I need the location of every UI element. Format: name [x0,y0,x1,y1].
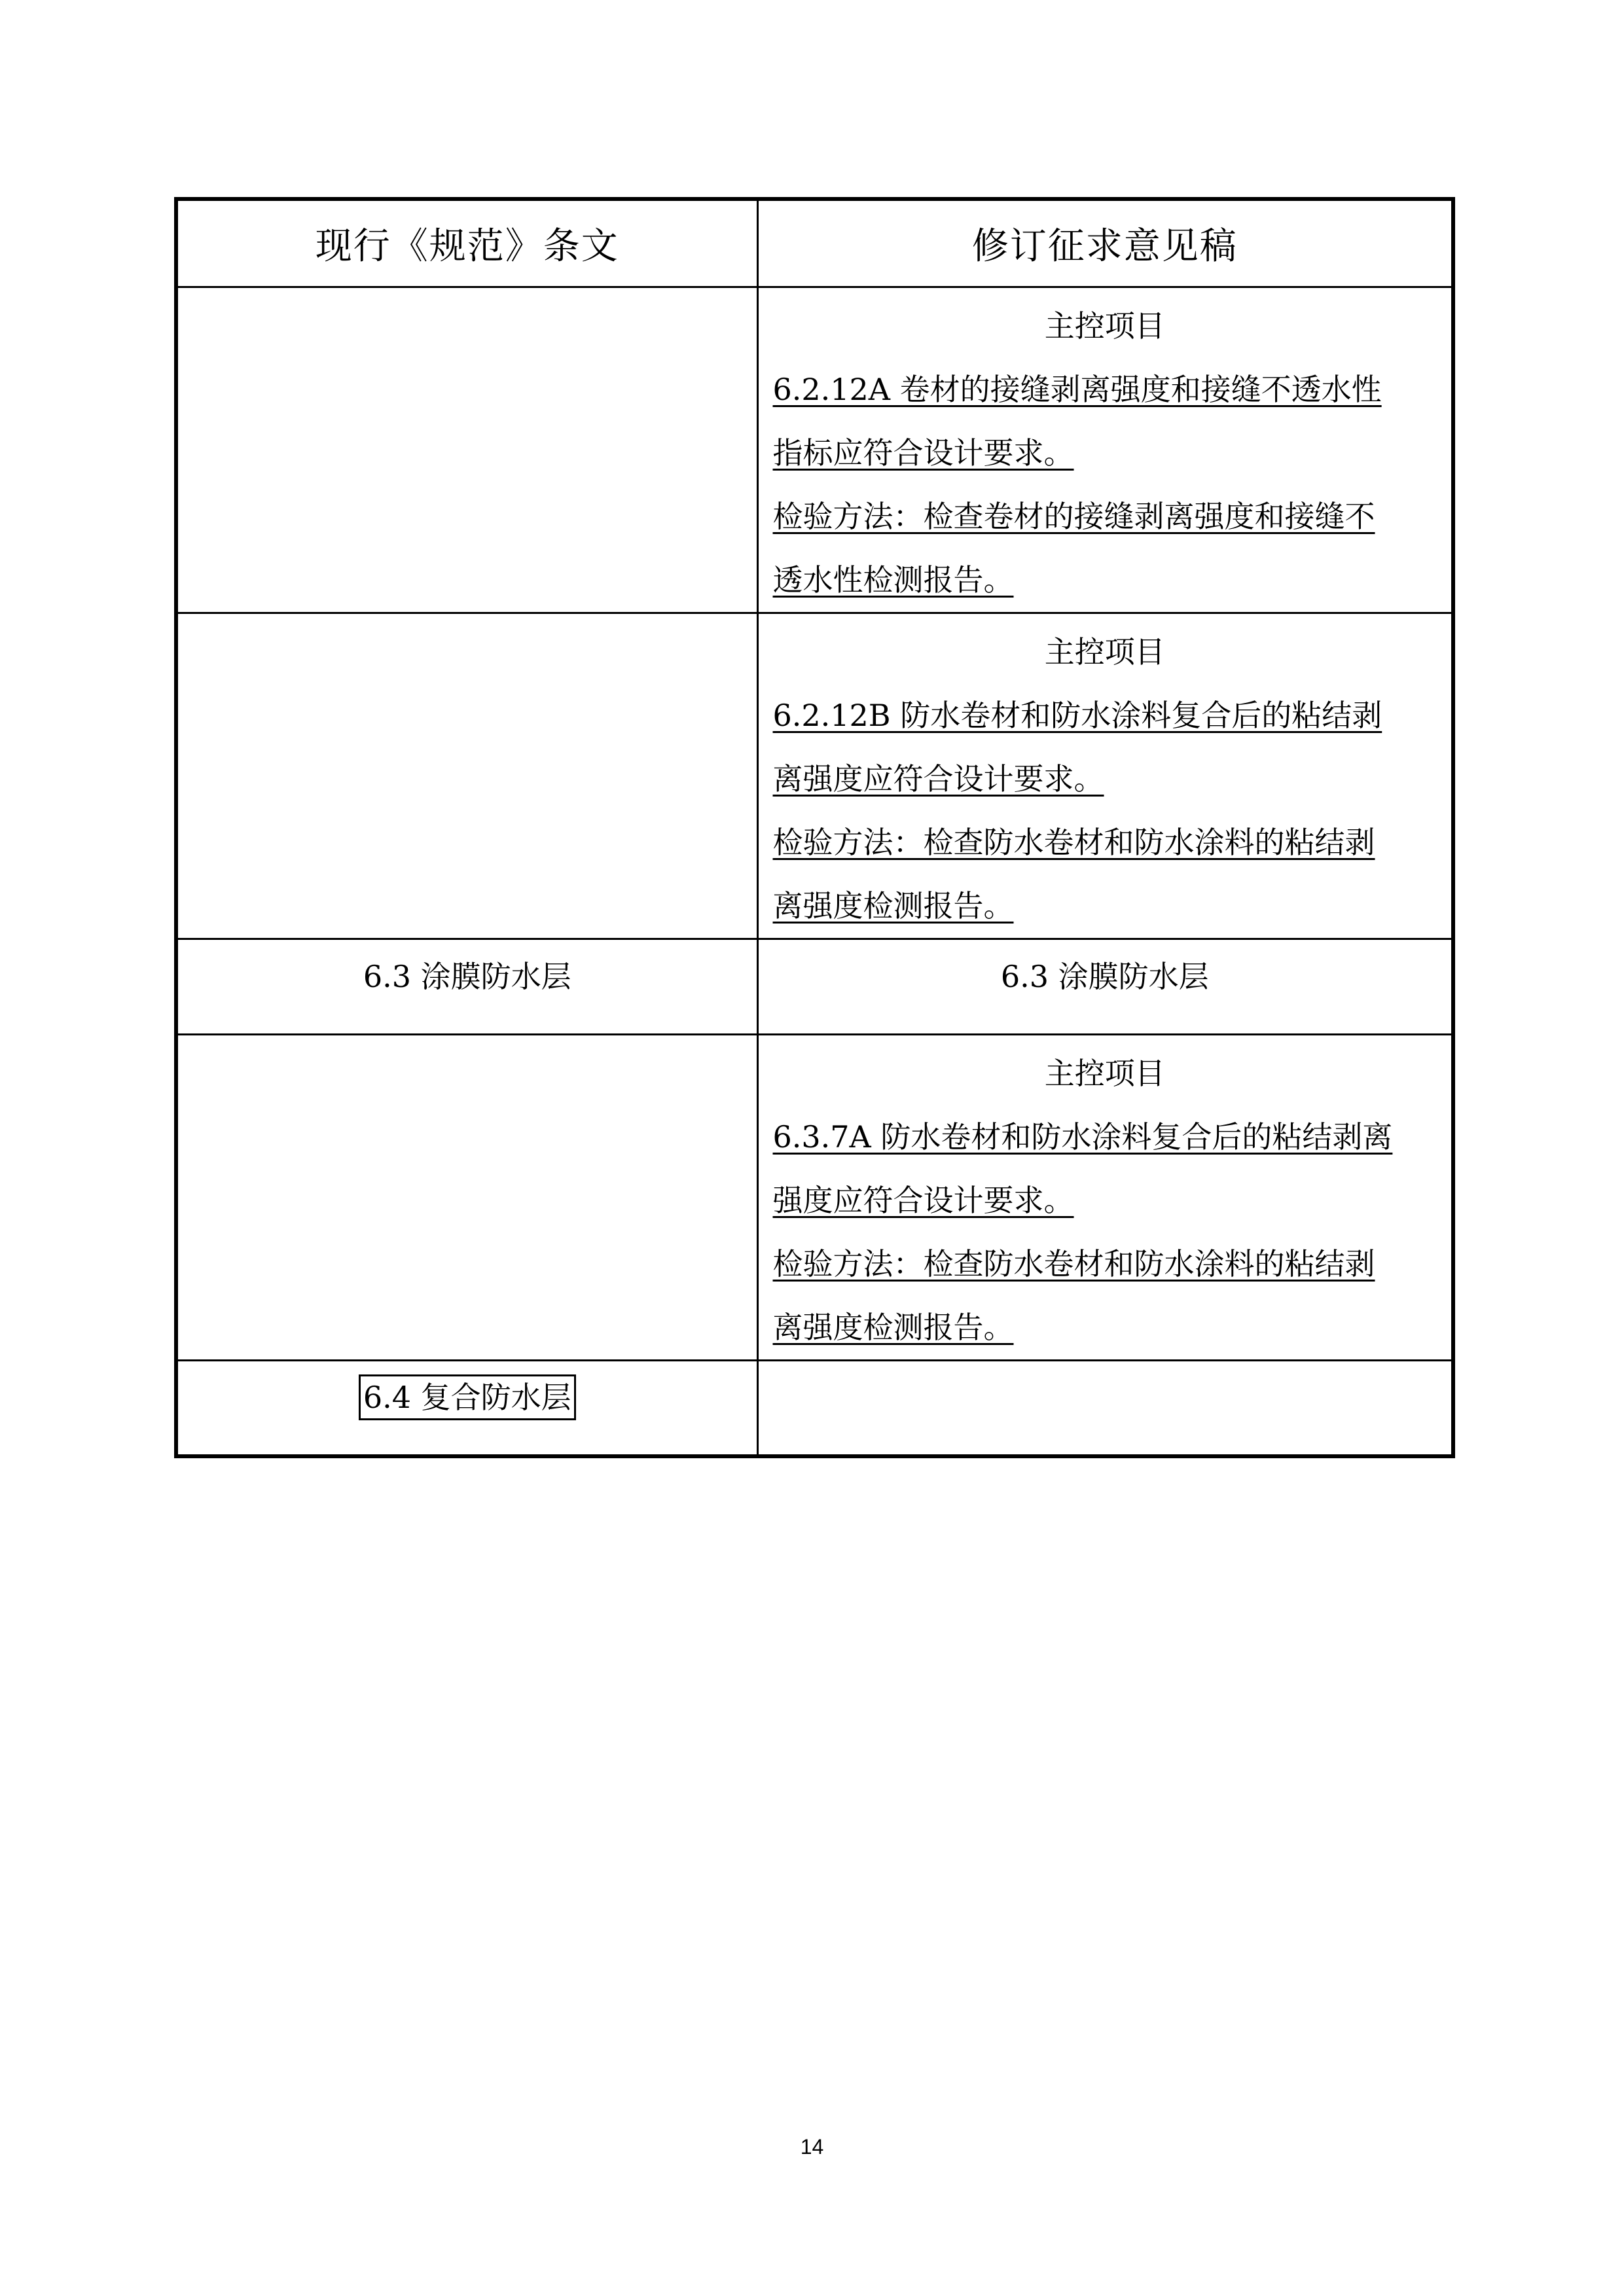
revision-line: 6.3.7A 防水卷材和防水涂料复合后的粘结剥离 [772,1119,1393,1155]
table-header-row [176,199,1453,287]
section-heading: 主控项目 [1044,1056,1165,1091]
revision-line: 离强度检测报告。 [772,888,1014,924]
table-row [176,1361,1453,1456]
revision-line: 检验方法：检查防水卷材和防水涂料的粘结剥 [772,1246,1375,1282]
table-row [176,939,1453,1035]
revision-line: 6.2.12A 卷材的接缝剥离强度和接缝不透水性 [772,372,1382,407]
section-title: 6.3 涂膜防水层 [1000,959,1209,994]
revision-line: 离强度应符合设计要求。 [772,761,1104,797]
revision-line: 强度应符合设计要求。 [772,1183,1074,1218]
revision-line: 透水性检测报告。 [772,562,1014,598]
header-revision-draft: 修订征求意见稿 [757,199,1453,287]
boxed-section-title: 6.4 复合防水层 [359,1374,576,1420]
revision-line: 6.2.12B 防水卷材和防水涂料复合后的粘结剥 [772,698,1382,733]
current-clause-cell [176,1361,757,1456]
current-clause-cell [176,939,757,1035]
section-heading: 主控项目 [1044,634,1165,670]
page-number: 14 [800,2135,824,2159]
revision-line: 检验方法：检查防水卷材和防水涂料的粘结剥 [772,825,1375,860]
table-row [176,287,1453,613]
revision-cell [757,1035,1453,1361]
header-current-clause: 现行《规范》条文 [176,199,757,287]
revision-cell [757,1361,1453,1456]
comparison-table [174,197,1455,1458]
current-clause-cell [176,613,757,939]
revision-cell [757,939,1453,1035]
revision-line: 检验方法：检查卷材的接缝剥离强度和接缝不 [772,499,1375,534]
revision-cell [757,613,1453,939]
section-title: 6.3 涂膜防水层 [363,959,571,994]
current-clause-cell [176,1035,757,1361]
revision-line: 离强度检测报告。 [772,1310,1014,1345]
current-clause-cell [176,287,757,613]
section-heading: 主控项目 [1044,308,1165,344]
table-row [176,1035,1453,1361]
table-row [176,613,1453,939]
revision-cell [757,287,1453,613]
revision-line: 指标应符合设计要求。 [772,435,1074,471]
